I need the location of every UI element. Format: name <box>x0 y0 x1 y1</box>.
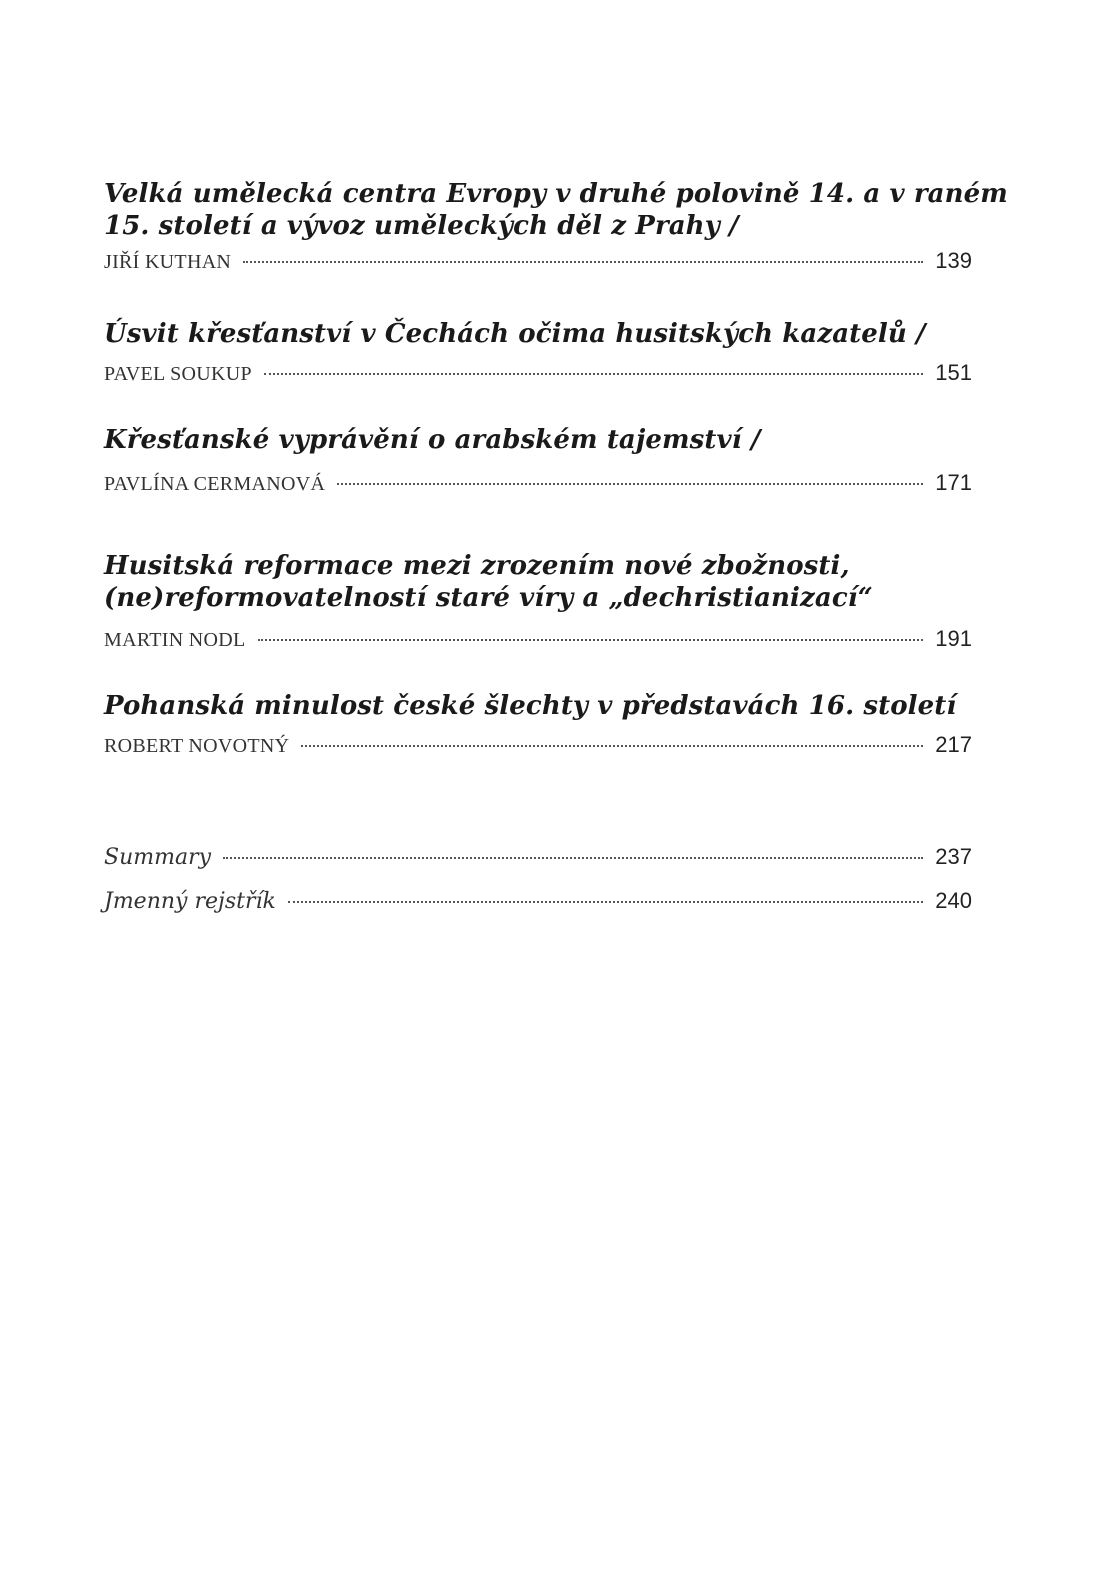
author-row <box>104 248 972 278</box>
dot-leader <box>243 261 923 263</box>
entry-title-line: Úsvit křesťanství v Čechách očima husitských kazatelů / <box>104 319 926 349</box>
entry-title <box>104 550 972 614</box>
entry-title <box>104 318 972 350</box>
entry-page-number: 151 <box>935 360 972 385</box>
appendix-page-number: 237 <box>935 844 972 869</box>
entry-title-line: Křesťanské vyprávění o arabském tajemství / <box>104 425 761 455</box>
entry-title <box>104 178 1008 242</box>
appendix-row <box>104 844 972 874</box>
appendix-entry <box>104 844 972 874</box>
dot-leader <box>223 857 923 859</box>
entry-page-number: 191 <box>935 626 972 651</box>
entry-title <box>104 690 972 722</box>
entry-title-line: Velká umělecká centra Evropy v druhé polovině 14. a v raném <box>104 179 1008 209</box>
appendix-page-number: 240 <box>935 888 972 913</box>
appendix-row <box>104 888 972 918</box>
author-row <box>104 470 972 500</box>
appendix-entry <box>104 888 972 918</box>
dot-leader <box>337 483 923 485</box>
toc-entry <box>104 178 1008 278</box>
entry-author: JIŘÍ KUTHAN <box>104 251 232 273</box>
entry-page-number: 217 <box>935 732 972 757</box>
entry-title-line: (ne)reformovatelností staré víry a „dechristianizací“ <box>104 583 873 613</box>
entry-title-line: 15. století a vývoz uměleckých děl z Prahy / <box>104 211 739 241</box>
dot-leader <box>301 745 923 747</box>
entry-author: PAVLÍNA CERMANOVÁ <box>104 473 326 495</box>
appendix-label: Summary <box>104 845 212 870</box>
entry-author: MARTIN NODL <box>104 629 246 651</box>
entry-author: PAVEL SOUKUP <box>104 363 252 385</box>
toc-entry <box>104 424 972 500</box>
appendix-label: Jmenný rejstřík <box>104 889 276 914</box>
author-row <box>104 732 972 762</box>
dot-leader <box>288 901 923 903</box>
dot-leader <box>258 639 924 641</box>
author-row <box>104 626 972 656</box>
dot-leader <box>264 373 923 375</box>
entry-author: ROBERT NOVOTNÝ <box>104 735 290 757</box>
entry-title <box>104 424 972 456</box>
toc-entry <box>104 318 972 390</box>
entry-page-number: 139 <box>935 248 972 273</box>
entry-page-number: 171 <box>935 470 972 495</box>
entry-title-line: Husitská reformace mezi zrozením nové zbožnosti, <box>104 551 850 581</box>
author-row <box>104 360 972 390</box>
toc-entry <box>104 690 972 762</box>
toc-entry <box>104 550 972 656</box>
entry-title-line: Pohanská minulost české šlechty v představách 16. století <box>104 691 957 721</box>
